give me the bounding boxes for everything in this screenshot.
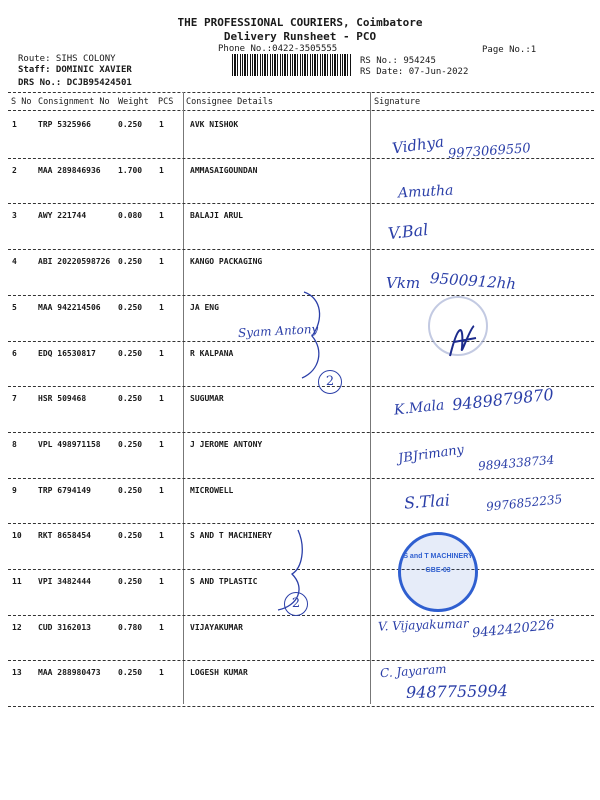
row-weight: 0.780 xyxy=(118,622,143,632)
row-weight: 0.250 xyxy=(118,668,143,678)
col-consignment: Consignment No xyxy=(38,97,110,107)
row-divider xyxy=(8,706,594,707)
row-sno: 9 xyxy=(12,485,17,495)
row-sno: 3 xyxy=(12,211,17,221)
row-sno: 8 xyxy=(12,439,17,449)
drs-number: DRS No.: DCJB95424501 xyxy=(18,78,132,88)
row-consignment-no: MAA 942214506 xyxy=(38,302,101,312)
handwritten-phone: 9976852235 xyxy=(485,492,563,514)
row-consignment-no: HSR 509468 xyxy=(38,394,87,404)
row-weight: 0.250 xyxy=(118,348,143,358)
row-divider xyxy=(8,478,594,479)
row-divider xyxy=(8,203,594,204)
row-pcs: 1 xyxy=(159,211,164,221)
handwritten-phone: 9973069550 xyxy=(447,141,532,162)
row-consignment-no: ABI 20220598726 xyxy=(38,257,111,267)
row-sno: 12 xyxy=(12,622,22,632)
row-weight: 0.250 xyxy=(118,120,143,129)
column-divider xyxy=(370,92,371,704)
runsheet-title: Delivery Runsheet - PCO xyxy=(223,30,377,43)
row-weight: 0.250 xyxy=(118,302,143,312)
row-consignee: R KALPANA xyxy=(190,348,234,358)
phone-number: Phone No.:0422-3505555 xyxy=(218,44,338,54)
row-consignee: AMMASAIGOUNDAN xyxy=(190,165,258,175)
row-pcs: 1 xyxy=(159,531,164,541)
row-pcs: 1 xyxy=(159,577,164,586)
signature: Vkm xyxy=(386,274,421,292)
row-consignment-no: AWY 221744 xyxy=(38,211,87,221)
signature: Amutha xyxy=(397,182,454,202)
handwritten-phone: 9894338734 xyxy=(477,452,555,474)
signature: C. Jayaram xyxy=(379,661,447,681)
signature: V.Bal xyxy=(387,219,430,244)
rs-date: RS Date: 07-Jun-2022 xyxy=(360,67,469,77)
signature: Syam Antony xyxy=(237,321,319,341)
row-weight: 1.700 xyxy=(118,165,143,175)
row-consignment-no: VPL 498971158 xyxy=(38,439,101,449)
row-consignment-no: MAA 289846936 xyxy=(38,165,101,175)
row-consignment-no: TRP 5325966 xyxy=(38,120,91,129)
row-consignee: S AND TPLASTIC xyxy=(190,577,258,586)
row-divider xyxy=(8,523,594,524)
company-stamp xyxy=(398,532,478,612)
row-consignee: KANGO PACKAGING xyxy=(190,257,263,267)
signature: V. Vijayakumar xyxy=(377,616,469,634)
signature: JBJrimany xyxy=(397,442,465,467)
col-sno: S No xyxy=(11,97,32,107)
row-consignee: AVK NISHOK xyxy=(190,120,239,129)
company-name: THE PROFESSIONAL COURIERS, Coimbatore xyxy=(177,16,423,29)
signature: S.Tlai xyxy=(403,490,451,513)
row-consignee: BALAJI ARUL xyxy=(190,211,243,221)
col-signature: Signature xyxy=(374,97,421,107)
row-sno: 7 xyxy=(12,394,17,404)
row-weight: 0.080 xyxy=(118,211,143,221)
handwritten-phone: 9500912hh xyxy=(429,269,517,293)
header-top-rule xyxy=(8,92,594,93)
row-pcs: 1 xyxy=(159,348,164,358)
row-pcs: 1 xyxy=(159,485,164,495)
row-sno: 6 xyxy=(12,348,17,358)
signature: Vidhya xyxy=(391,132,446,158)
row-consignee: VIJAYAKUMAR xyxy=(190,622,243,632)
column-divider xyxy=(183,92,184,704)
row-divider xyxy=(8,249,594,250)
row-pcs: 1 xyxy=(159,120,164,129)
handwritten-phone: 9442420226 xyxy=(471,617,556,642)
row-consignment-no: CUD 3162013 xyxy=(38,622,91,632)
row-consignment-no: VPI 3482444 xyxy=(38,577,91,586)
row-consignee: LOGESH KUMAR xyxy=(190,668,248,678)
col-weight: Weight xyxy=(118,97,149,107)
row-consignee: S AND T MACHINERY xyxy=(190,531,272,541)
barcode xyxy=(232,54,352,76)
row-sno: 2 xyxy=(12,165,17,175)
circled-number: 2 xyxy=(318,370,342,394)
row-consignee: JA ENG xyxy=(190,302,219,312)
row-pcs: 1 xyxy=(159,165,164,175)
col-consignee: Consignee Details xyxy=(186,97,273,107)
row-sno: 1 xyxy=(12,120,17,129)
page-number: Page No.:1 xyxy=(482,45,537,55)
row-pcs: 1 xyxy=(159,302,164,312)
row-weight: 0.250 xyxy=(118,485,143,495)
row-divider xyxy=(8,660,594,661)
row-consignment-no: EDQ 16530817 xyxy=(38,348,96,358)
row-weight: 0.250 xyxy=(118,439,143,449)
row-sno: 11 xyxy=(12,577,22,586)
circled-number: 2 xyxy=(284,592,308,616)
row-consignee: J JEROME ANTONY xyxy=(190,439,263,449)
row-sno: 13 xyxy=(12,668,22,678)
row-pcs: 1 xyxy=(159,257,164,267)
handwritten-phone: 9489879870 xyxy=(451,384,555,415)
row-consignment-no: RKT 8658454 xyxy=(38,531,91,541)
row-weight: 0.250 xyxy=(118,257,143,267)
row-consignee: MICROWELL xyxy=(190,485,234,495)
header-bottom-rule xyxy=(8,110,594,111)
rs-number: RS No.: 954245 xyxy=(360,56,436,66)
signature: K.Mala xyxy=(393,397,446,419)
row-consignee: SUGUMAR xyxy=(190,394,224,404)
row-pcs: 1 xyxy=(159,394,164,404)
stamp-text: S and T MACHINERY xyxy=(403,553,473,560)
row-consignment-no: TRP 6794149 xyxy=(38,485,91,495)
row-sno: 5 xyxy=(12,302,17,312)
row-weight: 0.250 xyxy=(118,577,143,586)
row-divider xyxy=(8,432,594,433)
row-divider xyxy=(8,386,594,387)
row-sno: 10 xyxy=(12,531,22,541)
stamp-code: GBE-03 xyxy=(425,567,451,574)
row-pcs: 1 xyxy=(159,668,164,678)
scribble-signature xyxy=(444,318,480,362)
row-weight: 0.250 xyxy=(118,394,143,404)
row-pcs: 1 xyxy=(159,622,164,632)
staff: Staff: DOMINIC XAVIER xyxy=(18,65,132,75)
row-weight: 0.250 xyxy=(118,531,143,541)
row-pcs: 1 xyxy=(159,439,164,449)
col-pcs: PCS xyxy=(158,97,174,107)
handwritten-phone: 9487755994 xyxy=(405,681,508,702)
row-sno: 4 xyxy=(12,257,17,267)
row-consignment-no: MAA 288980473 xyxy=(38,668,101,678)
route: Route: SIHS COLONY xyxy=(18,54,116,64)
